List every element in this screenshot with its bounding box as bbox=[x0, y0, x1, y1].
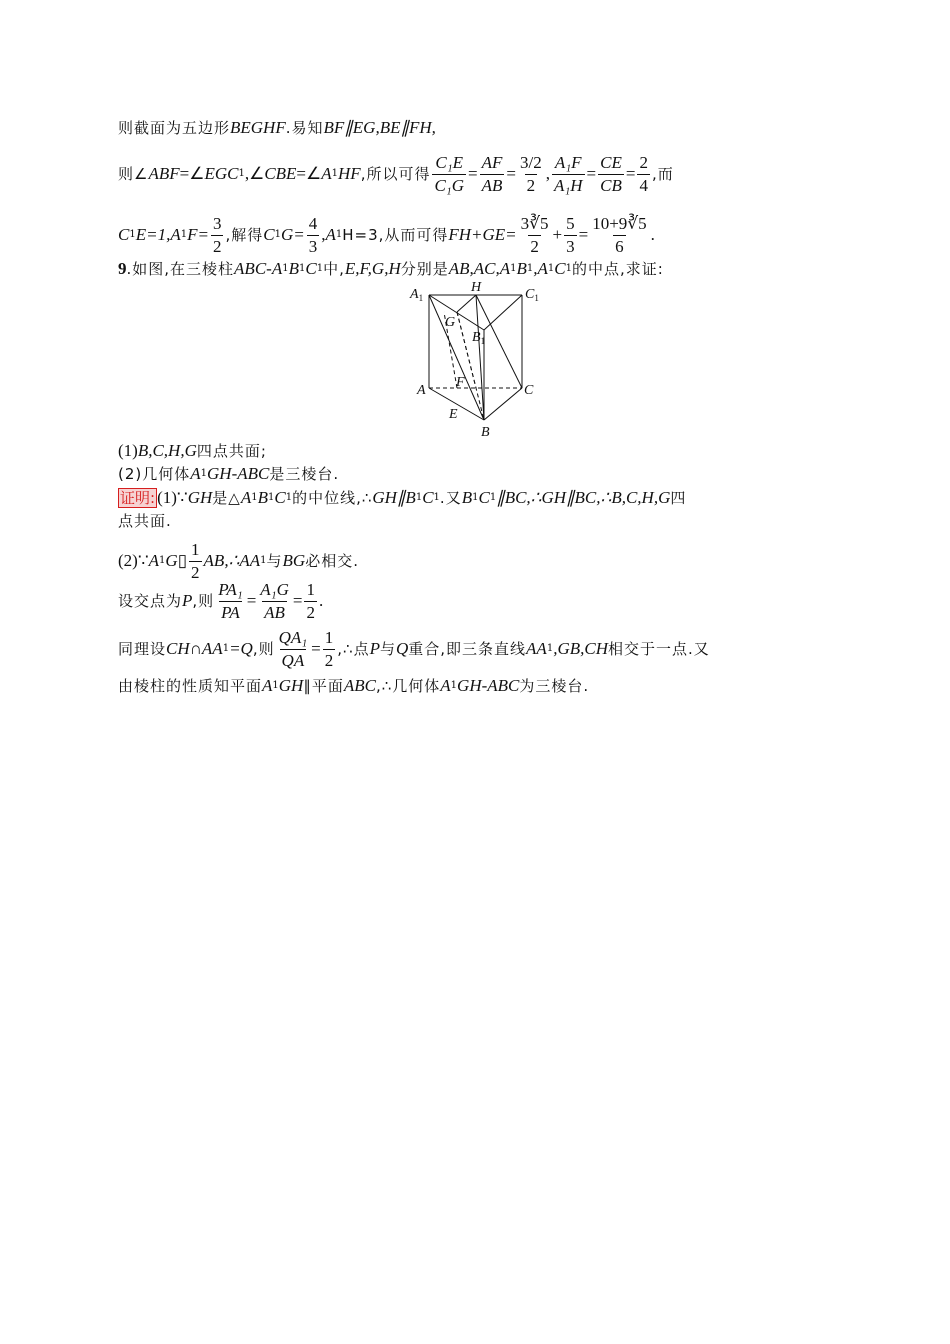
text: (2)几何体 bbox=[118, 465, 191, 483]
math: E=1, bbox=[135, 225, 171, 244]
math: AB,∴AA bbox=[203, 551, 261, 570]
fraction-1-2: $\frac{1}{2}$ bbox=[191, 539, 200, 582]
math: BEGHF bbox=[230, 118, 286, 137]
text: ,∴几何体 bbox=[375, 677, 441, 695]
line-hb bbox=[476, 295, 484, 420]
comma: , bbox=[545, 164, 550, 183]
text: 四 bbox=[670, 489, 687, 507]
text: 设交点为 bbox=[118, 592, 183, 610]
label-h: H bbox=[471, 280, 482, 295]
equals: = bbox=[506, 164, 516, 183]
text: ,∴点 bbox=[337, 640, 370, 658]
text: 重合,即三条直线 bbox=[408, 640, 527, 658]
period: . bbox=[650, 225, 655, 244]
math: AB,AC,A bbox=[448, 259, 511, 278]
fraction-3cbrt5-2: $\frac{3∛5}{2}$ bbox=[520, 213, 549, 256]
edge-b1c1 bbox=[484, 295, 522, 330]
fraction-1-2: $\frac{1}{2}$ bbox=[306, 579, 315, 622]
subscript: 1 bbox=[335, 229, 343, 240]
label-c1: $C_1$ bbox=[525, 287, 539, 303]
prism-figure bbox=[400, 278, 560, 440]
math: P bbox=[369, 639, 380, 658]
fraction-pa1-pa: $\frac{\text{PA₁}}{PA}$ bbox=[218, 579, 243, 622]
fraction-5-3: $\frac{5}{3}$ bbox=[566, 213, 575, 256]
text: 相交于一点.又 bbox=[607, 640, 710, 658]
problem-9-statement: 9 .如图,在三棱柱 ABC-A 1 B 1 C 1 中, E,F,G,H 分别是 AB,AC,A 1 B 1 ,A 1 C 1 的中点,求证: bbox=[118, 259, 664, 278]
text: ,解得 bbox=[225, 226, 264, 244]
math: A bbox=[325, 225, 336, 244]
math: E,F,G,H bbox=[344, 259, 401, 278]
text: .易知 bbox=[285, 119, 324, 137]
math: C bbox=[118, 225, 130, 244]
math: HF bbox=[338, 164, 361, 183]
subscript: 1 bbox=[238, 168, 245, 179]
text: ,而 bbox=[651, 165, 674, 183]
math: A bbox=[170, 225, 181, 244]
text: 为三棱台. bbox=[519, 677, 590, 695]
text: 分别是 bbox=[400, 260, 449, 278]
equals: = bbox=[578, 225, 589, 244]
plus: + bbox=[552, 225, 563, 244]
edge-a1b1 bbox=[429, 295, 484, 330]
text: 四点共面; bbox=[196, 442, 267, 460]
text: 与 bbox=[379, 640, 396, 658]
label-b1: $B_1$ bbox=[472, 330, 486, 346]
equals: = bbox=[586, 164, 597, 183]
math: =∠ bbox=[179, 164, 205, 183]
problem-number: 9 bbox=[118, 259, 127, 278]
equals: = bbox=[246, 591, 257, 610]
math: P bbox=[182, 591, 193, 610]
label-a1: $A_1$ bbox=[410, 287, 424, 303]
equals: = bbox=[468, 164, 478, 183]
label-e: E bbox=[449, 407, 458, 422]
math: ABF bbox=[148, 164, 180, 183]
subscript: 1 bbox=[180, 229, 188, 240]
text: .如图,在三棱柱 bbox=[126, 260, 235, 278]
fraction-3-2: $\frac{3/2}{2}$ bbox=[519, 152, 542, 195]
parallel-equal-symbol: ▯ bbox=[177, 551, 188, 570]
text: 则截面为五边形 bbox=[118, 119, 231, 137]
equals: = bbox=[625, 164, 636, 183]
math: ,∠ bbox=[244, 164, 265, 183]
text: 是△ bbox=[212, 489, 241, 507]
text: 必相交. bbox=[305, 552, 359, 570]
text: ∥平面 bbox=[303, 677, 344, 695]
question-2: (2)几何体 A 1 GH-ABC 是三棱台. bbox=[118, 464, 340, 483]
math: FH+GE= bbox=[448, 225, 517, 244]
text: H=3,从而可得 bbox=[342, 226, 449, 244]
label-a: A bbox=[417, 383, 426, 398]
line-a1b bbox=[429, 295, 484, 420]
math: A bbox=[321, 164, 332, 183]
proof-line-3 bbox=[118, 578, 323, 624]
text: 由棱柱的性质知平面 bbox=[118, 677, 263, 695]
text: 的中位线,∴ bbox=[292, 489, 373, 507]
math: A bbox=[190, 464, 201, 483]
math: ABC-A bbox=[234, 259, 283, 278]
solution-line-2 bbox=[118, 150, 674, 198]
math: CBE bbox=[264, 164, 297, 183]
subscript: 1 bbox=[331, 168, 339, 179]
math: (1)∵ bbox=[157, 488, 188, 507]
text: 是三棱台. bbox=[269, 465, 340, 483]
fraction-4-3: $\frac{4}{3}$ bbox=[308, 213, 318, 256]
line-hg bbox=[457, 295, 476, 312]
math: (2)∵ bbox=[118, 551, 149, 570]
text: 同理设 bbox=[118, 640, 167, 658]
text: ,则 bbox=[252, 640, 275, 658]
math: EGC bbox=[204, 164, 239, 183]
text: ,则 bbox=[192, 592, 215, 610]
label-c: C bbox=[524, 383, 534, 398]
fraction-a1f-a1h: $\frac{\text{A₁F}}{\text{A₁H}}$ bbox=[553, 152, 583, 195]
solution-line-1 bbox=[118, 118, 436, 138]
fraction-1-2: $\frac{1}{2}$ bbox=[324, 627, 334, 670]
proof-line-1: 证明: (1)∵ GH 是△ A 1 B 1 C 1 的中位线,∴ GH∥B 1 C 1 .又 B 1 C 1 ∥BC,∴GH∥BC,∴B,C,H,G 四 bbox=[120, 488, 687, 507]
math: G= bbox=[280, 225, 305, 244]
math: BF∥EG,BE∥FH, bbox=[323, 118, 436, 137]
math: BG bbox=[282, 551, 306, 570]
text: 点共面. bbox=[118, 512, 172, 530]
prism-diagram bbox=[400, 278, 560, 440]
fraction-2-4: $\frac{2}{4}$ bbox=[639, 152, 648, 195]
proof-line-5: 由棱柱的性质知平面 A 1 GH ∥平面 ABC ,∴几何体 A 1 GH-ABC 为三棱台. bbox=[118, 676, 590, 695]
solution-line-3 bbox=[118, 212, 655, 258]
question-1 bbox=[118, 441, 267, 461]
equals: = bbox=[311, 639, 321, 658]
text: ,所以可得 bbox=[360, 165, 431, 183]
text: 则∠ bbox=[118, 165, 149, 183]
label-g: G bbox=[445, 315, 456, 330]
edge-bc bbox=[484, 388, 522, 420]
text: (1) bbox=[118, 441, 138, 460]
fraction-af-ab: $\frac{AF}{AB}$ bbox=[481, 152, 503, 195]
proof-line-2: (2)∵ A 1 G ▯ $\frac{1}{2}$ AB,∴AA 1 与 BG 必相交. bbox=[118, 539, 359, 582]
proof-line-4: 同理设 CH∩AA 1 =Q ,则 $\frac{\text{QA₁}}{QA}$ = $\frac{1}{2}$ ,∴点 P 与 Q 重合,即三条直线 AA 1 ,GB,CH 相交于一点.又 bbox=[118, 627, 710, 670]
math: ABC bbox=[343, 676, 376, 695]
period: . bbox=[318, 591, 324, 610]
math: ∥BC,∴GH∥BC,∴B,C,H,G bbox=[496, 488, 671, 507]
label-f: F bbox=[456, 375, 465, 390]
fraction-qa1-qa: $\frac{\text{QA₁}}{QA}$ bbox=[278, 627, 308, 670]
math: Q bbox=[395, 639, 409, 658]
subscript: 1 bbox=[129, 229, 136, 240]
equals: = bbox=[292, 591, 303, 610]
math: F= bbox=[187, 225, 209, 244]
fraction-c1e-c1g: $\frac{\text{C₁E}}{\text{C₁G}}$ bbox=[434, 152, 464, 195]
math: =∠ bbox=[296, 164, 322, 183]
proof-line-1b bbox=[118, 511, 172, 531]
fraction-ce-cb: $\frac{CE}{CB}$ bbox=[600, 152, 622, 195]
text: 的中点,求证: bbox=[572, 260, 664, 278]
text: 中, bbox=[323, 260, 345, 278]
text: .又 bbox=[439, 489, 462, 507]
math: C bbox=[263, 225, 275, 244]
fraction-result: $\frac{10+9∛5}{6}$ bbox=[592, 213, 647, 256]
math: GH-ABC bbox=[207, 464, 270, 483]
comma: , bbox=[321, 225, 326, 244]
label-b: B bbox=[481, 425, 490, 440]
subscript: 1 bbox=[274, 229, 281, 240]
fraction-a1g-ab: $\frac{\text{A₁G}}{AB}$ bbox=[260, 579, 289, 622]
math: GH bbox=[187, 488, 213, 507]
math: B,C,H,G bbox=[137, 441, 197, 460]
fraction-3-2: $\frac{3}{2}$ bbox=[212, 213, 222, 256]
proof-tag: 证明: bbox=[120, 489, 156, 507]
text: 与 bbox=[266, 552, 283, 570]
